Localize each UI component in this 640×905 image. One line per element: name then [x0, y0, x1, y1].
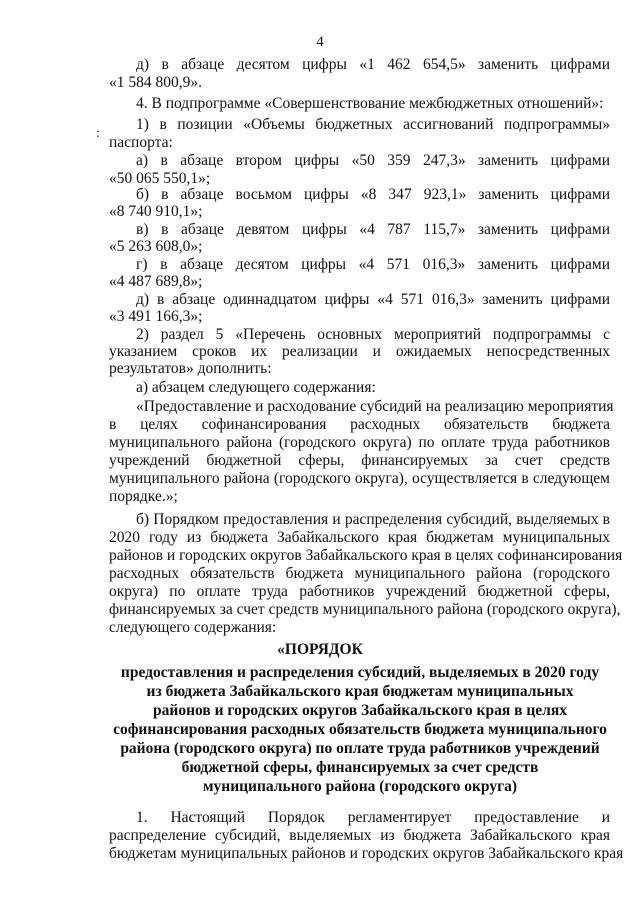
- margin-mark: :: [96, 126, 100, 141]
- page-number: 4: [316, 34, 324, 50]
- text-line: «4 487 689,8»;: [109, 273, 203, 290]
- text-line: финансируемых за счет средств муниципального района (городского округа),: [109, 601, 621, 618]
- text-line: следующего содержания:: [109, 619, 277, 636]
- text-line: округа) по оплате труда работников учреждений бюджетной сферы,: [109, 583, 610, 600]
- text-line: распределение субсидий, выделяемых из бюджета Забайкальского края: [109, 827, 610, 844]
- heading-line: районов и городских округов Забайкальского края в целях: [153, 702, 567, 719]
- text-line: 2020 году из бюджета Забайкальского края бюджетам муниципальных: [109, 529, 610, 546]
- text-line: д) в абзаце одиннадцатом цифры «4 571 016,3» заменить цифрами: [136, 291, 610, 308]
- text-line: «8 740 910,1»;: [109, 203, 203, 220]
- text-line: районов и городских округов Забайкальского края в целях софинансирования: [109, 547, 623, 564]
- text-line: а) в абзаце втором цифры «50 359 247,3» заменить цифрами: [136, 152, 610, 169]
- text-line: 4. В подпрограмме «Совершенствование межбюджетных отношений»:: [136, 95, 604, 112]
- heading-line: муниципального района (городского округа): [202, 778, 518, 795]
- text-line: паспорта:: [109, 134, 173, 151]
- text-line: д) в абзаце десятом цифры «1 462 654,5» заменить цифрами: [136, 56, 610, 73]
- text-line: указанием сроков их реализации и ожидаемых непосредственных: [109, 343, 610, 360]
- text-line: 1. Настоящий Порядок регламентирует предоставление и: [136, 809, 610, 826]
- text-line: «1 584 800,9».: [109, 74, 202, 91]
- text-line: а) абзацем следующего содержания:: [136, 379, 376, 396]
- section-heading: «ПОРЯДОК: [277, 641, 363, 658]
- text-line: «Предоставление и расходование субсидий на реализацию мероприятия: [136, 398, 614, 415]
- text-line: расходных обязательств бюджета муниципального района (городского: [109, 565, 610, 582]
- text-line: 1) в позиции «Объемы бюджетных ассигнований подпрограммы»: [136, 116, 610, 133]
- text-line: б) в абзаце восьмом цифры «8 347 923,1» заменить цифрами: [136, 186, 610, 203]
- text-line: в целях софинансирования расходных обязательств бюджета: [109, 416, 610, 433]
- text-line: г) в абзаце десятом цифры «4 571 016,3» заменить цифрами: [136, 256, 610, 273]
- text-line: бюджетам муниципальных районов и городских округов Забайкальского края: [109, 845, 624, 862]
- heading-line: софинансирования расходных обязательств бюджета муниципального: [113, 721, 607, 738]
- text-line: б) Порядком предоставления и распределения субсидий, выделяемых в: [136, 511, 610, 528]
- heading-line: района (городского округа) по оплате труда работников учреждений: [120, 740, 600, 757]
- text-line: учреждений бюджетной сферы, финансируемых за счет средств: [109, 452, 610, 469]
- text-line: муниципального района (городского округа), осуществляется в следующем: [109, 470, 610, 487]
- text-line: «5 263 608,0»;: [109, 238, 203, 255]
- text-line: «3 491 166,3»;: [109, 308, 203, 325]
- heading-line: из бюджета Забайкальского края бюджетам муниципальных: [146, 683, 574, 700]
- text-line: порядке.»;: [109, 488, 178, 505]
- heading-line: бюджетной сферы, финансируемых за счет средств: [181, 759, 539, 776]
- heading-line: предоставления и распределения субсидий, выделяемых в 2020 году: [120, 664, 600, 681]
- text-line: результатов» дополнить:: [109, 360, 272, 377]
- text-line: «50 065 550,1»;: [109, 170, 211, 187]
- text-line: муниципального района (городского округа) по оплате труда работников: [109, 434, 610, 451]
- text-line: в) в абзаце девятом цифры «4 787 115,7» заменить цифрами: [136, 221, 610, 238]
- text-line: 2) раздел 5 «Перечень основных мероприятий подпрограммы с: [136, 326, 610, 343]
